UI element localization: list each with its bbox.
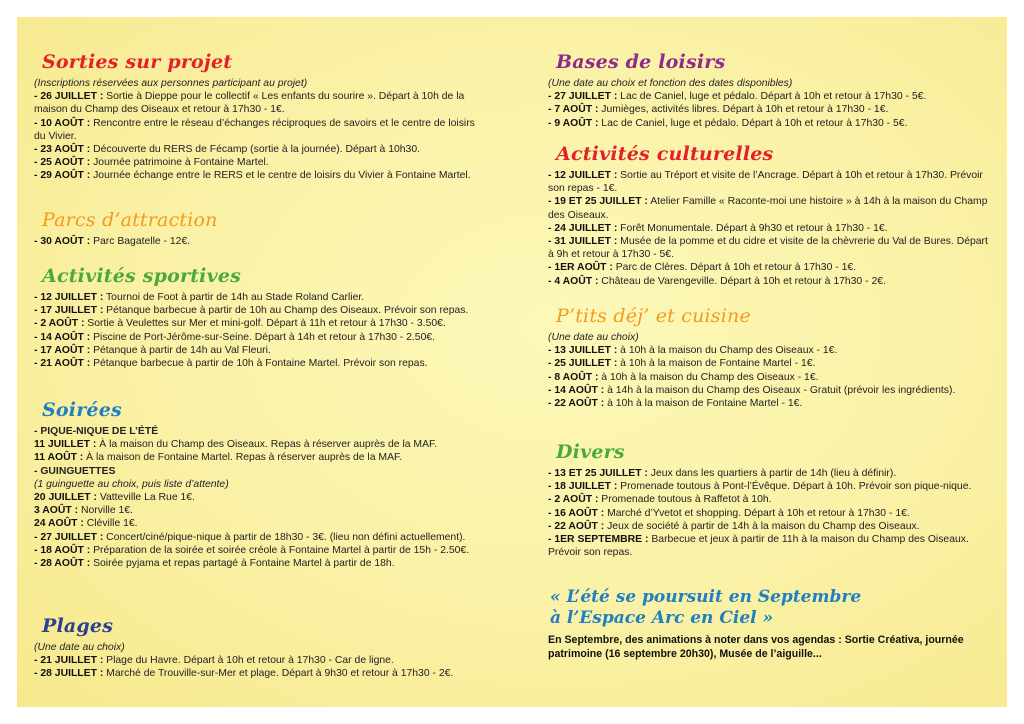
item-date: 3 AOÛT : xyxy=(34,505,79,517)
item-date: - 2 AOÛT : xyxy=(548,494,599,506)
item-date: - 9 AOÛT : xyxy=(548,117,599,129)
list-item xyxy=(548,397,988,410)
list-item xyxy=(548,117,988,130)
section-sorties xyxy=(34,51,479,183)
section-note: (Inscriptions réservées aux personnes participant au projet) xyxy=(34,78,308,89)
september-block xyxy=(548,587,988,661)
list-item xyxy=(34,169,479,182)
list-item xyxy=(548,235,988,261)
item-text: à 14h à la maison du Champ des Oiseaux - Gratuit (prévoir les ingrédients). xyxy=(604,384,956,396)
item-date: - 13 ET 25 JUILLET : xyxy=(548,468,648,479)
list-item xyxy=(34,90,479,116)
item-date: - 27 JUILLET : xyxy=(548,91,618,103)
list-item xyxy=(548,90,988,103)
item-text: Sortie à Veulettes sur Mer et mini-golf. Départ à 11h et retour à 17h30 - 3.50€. xyxy=(84,318,446,330)
section-culturelles xyxy=(548,143,988,288)
list-item xyxy=(34,451,479,464)
section-title: P’tits déj’ et cuisine xyxy=(556,305,751,327)
item-text: Préparation de la soirée et soirée créole à Fontaine Martel à partir de 15h - 2.50€. xyxy=(90,544,470,556)
list-item xyxy=(34,143,479,156)
left-column xyxy=(34,51,479,711)
item-date: - 30 AOÛT : xyxy=(34,236,91,247)
item-text: Jeux de société à partir de 14h à la maison du Champ des Oiseaux. xyxy=(604,520,920,532)
item-date: 11 JUILLET : xyxy=(34,439,97,451)
item-text: Pétanque à partir de 14h au Val Fleuri. xyxy=(90,344,271,356)
item-date: - 29 AOÛT : xyxy=(34,170,91,182)
item-text: Lac de Caniel, luge et pédalo. Départ à 10h et retour à 17h30 - 5€. xyxy=(617,91,927,103)
section-title: Divers xyxy=(556,441,625,463)
list-item xyxy=(548,169,988,195)
item-text: Plage du Havre. Départ à 10h et retour à 17h30 - Car de ligne. xyxy=(103,655,394,667)
item-date: - 8 AOÛT : xyxy=(548,371,599,383)
item-date: 20 JUILLET : xyxy=(34,492,97,504)
list-item xyxy=(34,531,479,544)
section-divers xyxy=(548,441,988,559)
item-text: Sortie au Tréport et visite de l’Ancrage. Départ à 10h et retour à 17h30. Prévoir son repas - 1€. xyxy=(548,170,983,195)
section-note: (Une date au choix et fonction des dates disponibles) xyxy=(548,78,793,89)
list-item xyxy=(548,275,988,288)
item-date: - 12 JUILLET : xyxy=(548,170,618,181)
item-text: Lac de Caniel, luge et pédalo. Départ à 10h et retour à 17h30 - 5€. xyxy=(598,117,908,129)
item-date: - 2 AOÛT : xyxy=(34,318,85,330)
section-ptitsdej xyxy=(548,305,988,410)
item-date: - 17 JUILLET : xyxy=(34,305,104,317)
item-text: Cléville 1€. xyxy=(83,518,138,530)
item-date: - 13 JUILLET : xyxy=(548,345,618,357)
list-item xyxy=(34,317,479,330)
section-title: Soirées xyxy=(42,399,122,421)
list-item xyxy=(34,544,479,557)
item-list xyxy=(548,467,988,559)
item-date: - 21 JUILLET : xyxy=(34,655,104,667)
item-text: Jumièges, activités libres. Départ à 10h et retour à 17h30 - 1€. xyxy=(598,104,889,116)
item-text: Norville 1€. xyxy=(78,505,133,517)
september-quote-line1: « L’été se poursuit en Septembre xyxy=(550,587,862,607)
item-date: - 17 AOÛT : xyxy=(34,344,91,356)
guinguettes-heading: - GUINGUETTES xyxy=(34,465,116,477)
item-text: Vatteville La Rue 1€. xyxy=(96,492,195,504)
item-text: Marché de Trouville-sur-Mer et plage. Départ à 9h30 et retour à 17h30 - 2€. xyxy=(103,668,454,680)
list-item xyxy=(548,222,988,235)
item-text: Sortie à Dieppe pour le collectif « Les enfants du sourire ». Départ à 10h de la maison du Champ des Oiseaux et retour à 17h30 - 1€. xyxy=(34,91,465,116)
item-date: - 1ER AOÛT : xyxy=(548,262,613,274)
item-text: Promenade toutous à Pont-l’Évêque. Départ à 10h. Prévoir son pique-nique. xyxy=(617,481,972,493)
item-list xyxy=(548,169,988,288)
item-date: 11 AOÛT : xyxy=(34,452,84,464)
item-date: - 24 JUILLET : xyxy=(548,222,618,234)
item-date: - 16 AOÛT : xyxy=(548,507,605,519)
list-item xyxy=(34,557,479,570)
item-text: Marché d’Yvetot et shopping. Départ à 10h et retour à 17h30 - 1€. xyxy=(604,507,910,519)
list-item xyxy=(34,235,479,248)
item-text: Rencontre entre le réseau d’échanges réciproques de savoirs et le centre de loisirs du Vivier. xyxy=(34,117,475,142)
item-date: - 19 ET 25 JUILLET : xyxy=(548,196,648,208)
item-text: Château de Varengeville. Départ à 10h et retour à 17h30 - 2€. xyxy=(598,275,886,287)
item-list xyxy=(34,654,479,680)
list-item xyxy=(548,533,988,559)
list-item xyxy=(548,493,988,506)
list-item xyxy=(34,344,479,357)
item-date: - 14 AOÛT : xyxy=(548,384,605,396)
list-item xyxy=(548,261,988,274)
list-item xyxy=(34,517,479,530)
list-item xyxy=(34,156,479,169)
list-item xyxy=(34,117,479,143)
guinguettes-note: (1 guinguette au choix, puis liste d’attente) xyxy=(34,478,229,490)
item-text: Journée échange entre le RERS et le centre de loisirs du Vivier à Fontaine Martel. xyxy=(90,170,471,182)
flyer-page xyxy=(17,17,1007,707)
list-item xyxy=(34,667,479,680)
right-column xyxy=(548,51,988,711)
list-item xyxy=(34,504,479,517)
item-text: Soirée pyjama et repas partagé à Fontaine Martel à partir de 18h. xyxy=(90,558,395,570)
item-text: Barbecue et jeux à partir de 11h à la maison du Champ des Oiseaux. Prévoir son repas. xyxy=(548,534,969,559)
item-date: - 23 AOÛT : xyxy=(34,144,91,156)
item-list xyxy=(34,531,479,571)
item-text: à 10h à la maison du Champ des Oiseaux - 1€. xyxy=(598,371,819,383)
item-date: - 12 JUILLET : xyxy=(34,292,104,303)
item-text: Promenade toutous à Raffetot à 10h. xyxy=(598,494,772,506)
list-item xyxy=(548,520,988,533)
item-text: Forêt Monumentale. Départ à 9h30 et retour à 17h30 - 1€. xyxy=(617,222,888,234)
section-title: Bases de loisirs xyxy=(556,51,726,73)
section-sportives xyxy=(34,265,479,370)
item-date: - 28 AOÛT : xyxy=(34,558,91,570)
item-text: à 10h à la maison du Champ des Oiseaux - 1€. xyxy=(617,345,838,357)
section-title: Plages xyxy=(42,615,114,637)
list-item xyxy=(548,467,988,480)
item-date: - 31 JUILLET : xyxy=(548,236,618,248)
guinguettes-list xyxy=(34,491,479,531)
pique-nique-list xyxy=(34,438,479,464)
september-quote-line2: à l’Espace Arc en Ciel » xyxy=(550,608,774,628)
item-text: À la maison du Champ des Oiseaux. Repas à réserver auprès de la MAF. xyxy=(96,439,438,451)
item-text: Musée de la pomme et du cidre et visite de la chèvrerie du Val de Bures. Départ à 9h et retour à 17h30 - 5€. xyxy=(548,236,988,261)
item-list xyxy=(34,291,479,370)
section-soirees xyxy=(34,399,479,570)
item-text: Atelier Famille « Raconte-moi une histoire » à 14h à la maison du Champ des Oiseaux. xyxy=(548,196,988,221)
item-date: - 25 JUILLET : xyxy=(548,358,618,370)
item-list xyxy=(548,90,988,130)
item-date: - 22 AOÛT : xyxy=(548,398,605,410)
item-text: Pétanque barbecue à partir de 10h au Champ des Oiseaux. Prévoir son repas. xyxy=(103,305,469,317)
item-date: - 26 JUILLET : xyxy=(34,91,104,103)
item-date: - 27 JUILLET : xyxy=(34,531,104,543)
item-text: à 10h à la maison de Fontaine Martel - 1€. xyxy=(604,398,803,410)
item-date: - 4 AOÛT : xyxy=(548,275,599,287)
list-item xyxy=(548,103,988,116)
item-date: - 25 AOÛT : xyxy=(34,157,91,169)
list-item xyxy=(548,344,988,357)
item-text: Journée patrimoine à Fontaine Martel. xyxy=(90,157,269,169)
list-item xyxy=(34,304,479,317)
list-item xyxy=(548,480,988,493)
section-title: Activités sportives xyxy=(42,265,242,287)
section-title: Activités culturelles xyxy=(556,143,774,165)
september-paragraph: En Septembre, des animations à noter dans vos agendas : Sortie Créativa, journée patrimoine (16 septembre 20h30), Musée de l’aiguille... xyxy=(548,634,964,660)
item-text: À la maison de Fontaine Martel. Repas à réserver auprès de la MAF. xyxy=(83,452,403,464)
list-item xyxy=(548,357,988,370)
section-note: (Une date au choix) xyxy=(548,332,639,343)
list-item xyxy=(548,507,988,520)
list-item xyxy=(34,291,479,304)
item-text: Piscine de Port-Jérôme-sur-Seine. Départ à 14h et retour à 17h30 - 2.50€. xyxy=(90,331,436,343)
item-list xyxy=(34,235,479,248)
item-date: 24 AOÛT : xyxy=(34,518,84,530)
list-item xyxy=(34,357,479,370)
list-item xyxy=(548,195,988,221)
section-note: (Une date au choix) xyxy=(34,642,125,653)
item-list xyxy=(34,90,479,182)
pique-nique-heading: - PIQUE-NIQUE DE L’ÉTÉ xyxy=(34,426,159,437)
item-date: - 18 AOÛT : xyxy=(34,544,91,556)
item-text: Concert/ciné/pique-nique à partir de 18h30 - 3€. (lieu non défini actuellement). xyxy=(103,531,466,543)
item-list xyxy=(548,344,988,410)
item-date: - 1ER SEPTEMBRE : xyxy=(548,534,649,546)
section-title: Sorties sur projet xyxy=(42,51,233,73)
list-item xyxy=(548,371,988,384)
item-date: - 22 AOÛT : xyxy=(548,520,605,532)
item-date: - 7 AOÛT : xyxy=(548,104,599,116)
list-item xyxy=(34,438,479,451)
item-date: - 21 AOÛT : xyxy=(34,358,91,370)
list-item xyxy=(34,331,479,344)
item-text: Parc de Clères. Départ à 10h et retour à 17h30 - 1€. xyxy=(612,262,857,274)
item-text: Découverte du RERS de Fécamp (sortie à la journée). Départ à 10h30. xyxy=(90,144,420,156)
section-title: Parcs d’attraction xyxy=(42,209,218,231)
item-text: Jeux dans les quartiers à partir de 14h (lieu à définir). xyxy=(647,468,897,479)
item-text: Pétanque barbecue à partir de 10h à Fontaine Martel. Prévoir son repas. xyxy=(90,358,428,370)
list-item xyxy=(548,384,988,397)
item-date: - 14 AOÛT : xyxy=(34,331,91,343)
item-text: à 10h à la maison de Fontaine Martel - 1€. xyxy=(617,358,816,370)
item-date: - 10 AOÛT : xyxy=(34,117,91,129)
list-item xyxy=(34,654,479,667)
item-text: Parc Bagatelle - 12€. xyxy=(90,236,191,247)
section-parcs xyxy=(34,209,479,248)
item-date: - 18 JUILLET : xyxy=(548,481,618,493)
section-plages xyxy=(34,615,479,681)
item-text: Tournoi de Foot à partir de 14h au Stade Roland Carlier. xyxy=(103,292,365,303)
list-item xyxy=(34,491,479,504)
section-bases xyxy=(548,51,988,130)
item-date: - 28 JUILLET : xyxy=(34,668,104,680)
